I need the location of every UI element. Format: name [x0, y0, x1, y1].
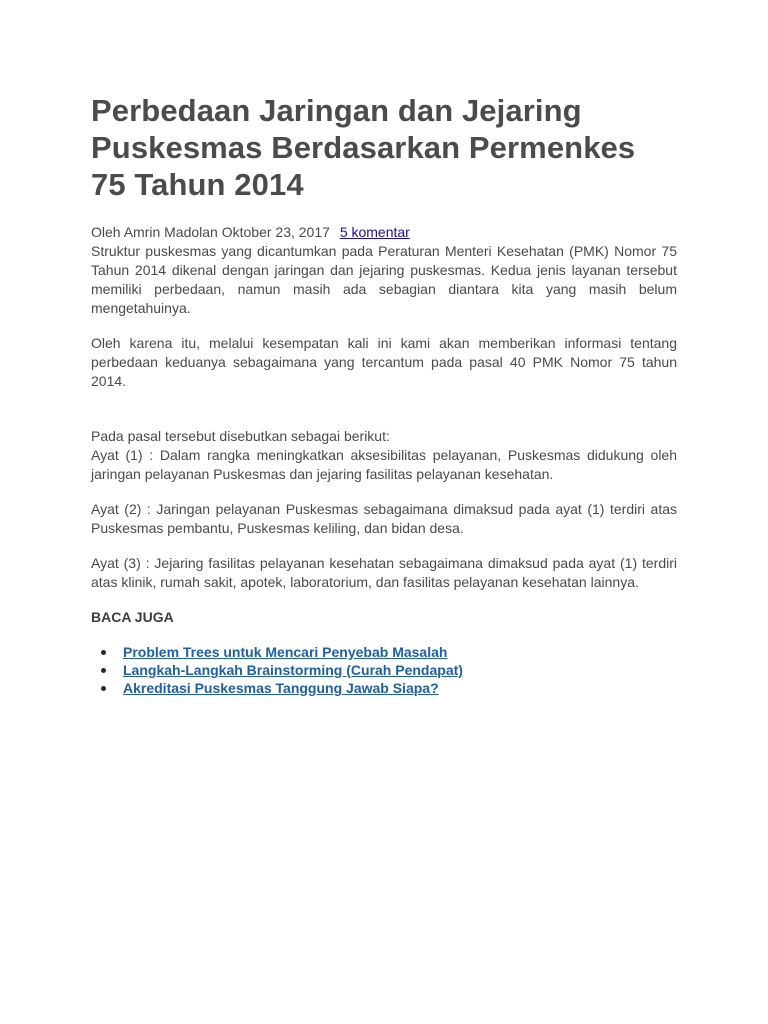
author-date: Oleh Amrin Madolan Oktober 23, 2017: [91, 224, 330, 240]
paragraph-intro: Struktur puskesmas yang dicantumkan pada Peraturan Menteri Kesehatan (PMK) Nomor 75 Tahun 2014 dikenal dengan jaringan dan jejaring puskesmas. Kedua jenis layanan tersebut memiliki perbedaan, namun masih ada sebagian diantara kita yang masih belum mengetahuinya.: [91, 243, 677, 316]
paragraph-pasal: Pada pasal tersebut disebutkan sebagai berikut:: [91, 428, 390, 444]
related-link-brainstorming[interactable]: Langkah-Langkah Brainstorming (Curah Pendapat): [123, 662, 463, 678]
list-item: [101, 661, 677, 679]
list-item: [101, 643, 677, 661]
bullet-icon: [101, 686, 106, 691]
paragraph-ayat-2: Ayat (2) : Jaringan pelayanan Puskesmas sebagaimana dimaksud pada ayat (1) terdiri atas Puskesmas pembantu, Puskesmas keliling, dan bidan desa.: [91, 501, 677, 536]
related-link-problem-trees[interactable]: Problem Trees untuk Mencari Penyebab Masalah: [123, 644, 448, 660]
baca-juga-heading: BACA JUGA: [91, 609, 174, 625]
list-item: [101, 679, 677, 697]
paragraph-context: Oleh karena itu, melalui kesempatan kali ini kami akan memberikan informasi tentang perbedaan keduanya sebagaimana yang tercantum pada pasal 40 PMK Nomor 75 tahun 2014.: [91, 335, 677, 389]
bullet-icon: [101, 650, 106, 655]
related-link-akreditasi[interactable]: Akreditasi Puskesmas Tanggung Jawab Siapa?: [123, 680, 439, 696]
paragraph-ayat-1: Ayat (1) : Dalam rangka meningkatkan aksesibilitas pelayanan, Puskesmas didukung oleh jaringan pelayanan Puskesmas dan jejaring fasilitas pelayanan kesehatan.: [91, 447, 677, 482]
related-links-list: [91, 643, 677, 697]
comments-link[interactable]: 5 komentar: [339, 224, 410, 240]
article-meta: [91, 223, 677, 242]
paragraph-ayat-3: Ayat (3) : Jejaring fasilitas pelayanan kesehatan sebagaimana dimaksud pada ayat (1) terdiri atas klinik, rumah sakit, apotek, laboratorium, dan fasilitas pelayanan kesehatan lainnya.: [91, 555, 677, 590]
article-body: [91, 92, 677, 697]
bullet-icon: [101, 668, 106, 673]
article-title: Perbedaan Jaringan dan Jejaring Puskesmas Berdasarkan Permenkes 75 Tahun 2014: [91, 93, 636, 202]
